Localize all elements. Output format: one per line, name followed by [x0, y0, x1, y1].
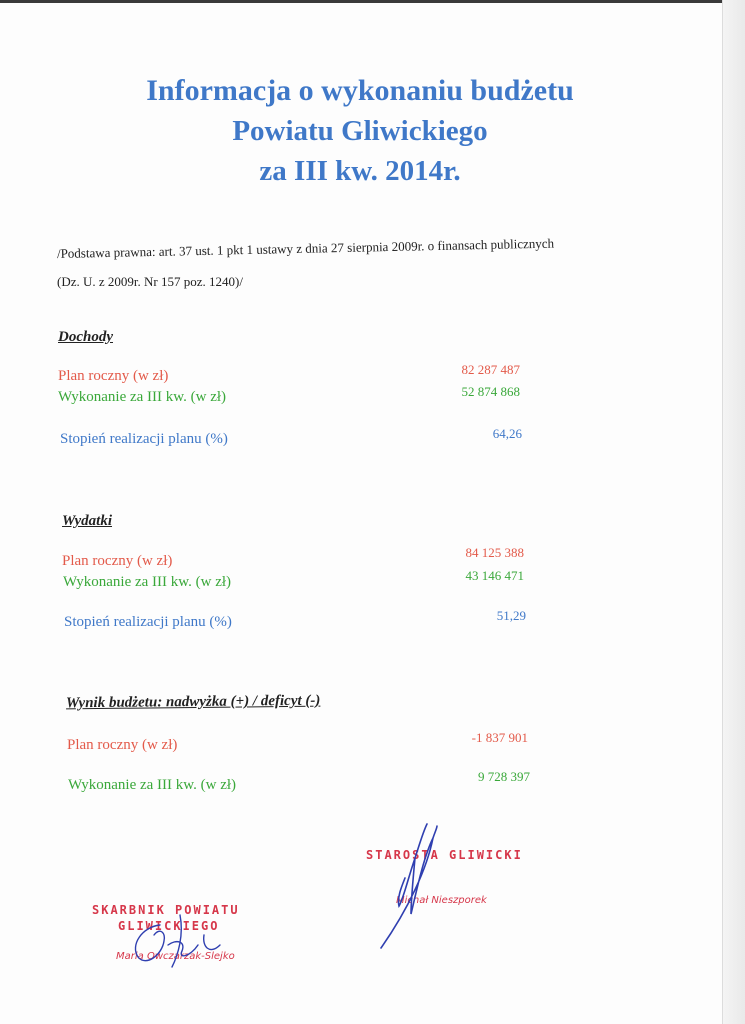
title-line-2: Powiatu Gliwickiego: [232, 115, 488, 147]
result-exec-label: Wykonanie za III kw. (w zł): [68, 777, 237, 793]
expenses-exec-value: 43 146 471: [465, 568, 524, 583]
result-exec-value: 9 728 397: [478, 769, 530, 784]
starosta-stamp: STAROSTA GLIWICKI: [366, 848, 523, 862]
result-plan-value: -1 837 901: [471, 730, 528, 745]
skarbnik-stamp-line-2: GLIWICKIEGO: [118, 919, 220, 933]
income-heading: Dochody: [58, 329, 113, 345]
skarbnik-signature: [120, 905, 250, 975]
skarbnik-name-stamp: Maria Owczarzak-Slejko: [116, 951, 235, 962]
income-exec-value: 52 874 868: [461, 384, 520, 399]
expenses-plan-value: 84 125 388: [465, 545, 524, 560]
expenses-exec-label: Wykonanie za III kw. (w zł): [63, 574, 232, 590]
income-plan-value: 82 287 487: [461, 362, 520, 377]
result-heading: Wynik budżetu: nadwyżka (+) / deficyt (-): [65, 692, 321, 712]
title-line-3: za III kw. 2014r.: [259, 155, 461, 187]
income-rate-label: Stopień realizacji planu (%): [60, 431, 228, 447]
scan-top-edge: [0, 0, 745, 3]
legal-basis-line-1: /Podstawa prawna: art. 37 ust. 1 pkt 1 ustawy z dnia 27 sierpnia 2009r. o finansach publicznych: [56, 235, 555, 261]
starosta-name-stamp: Michał Nieszporek: [396, 895, 487, 906]
income-exec-label: Wykonanie za III kw. (w zł): [58, 389, 227, 405]
income-plan-label: Plan roczny (w zł): [58, 368, 169, 384]
title-line-1: Informacja o wykonaniu budżetu: [146, 74, 574, 107]
starosta-signature: [375, 818, 465, 953]
scan-right-edge: [722, 0, 745, 1024]
expenses-rate-value: 51,29: [496, 608, 526, 623]
legal-basis-line-2: (Dz. U. z 2009r. Nr 157 poz. 1240)/: [57, 274, 243, 289]
expenses-plan-label: Plan roczny (w zł): [62, 553, 173, 569]
skarbnik-stamp-line-1: SKARBNIK POWIATU: [92, 903, 240, 917]
income-rate-value: 64,26: [492, 426, 522, 441]
expenses-rate-label: Stopień realizacji planu (%): [64, 614, 232, 630]
expenses-heading: Wydatki: [62, 513, 113, 529]
result-plan-label: Plan roczny (w zł): [67, 737, 178, 753]
